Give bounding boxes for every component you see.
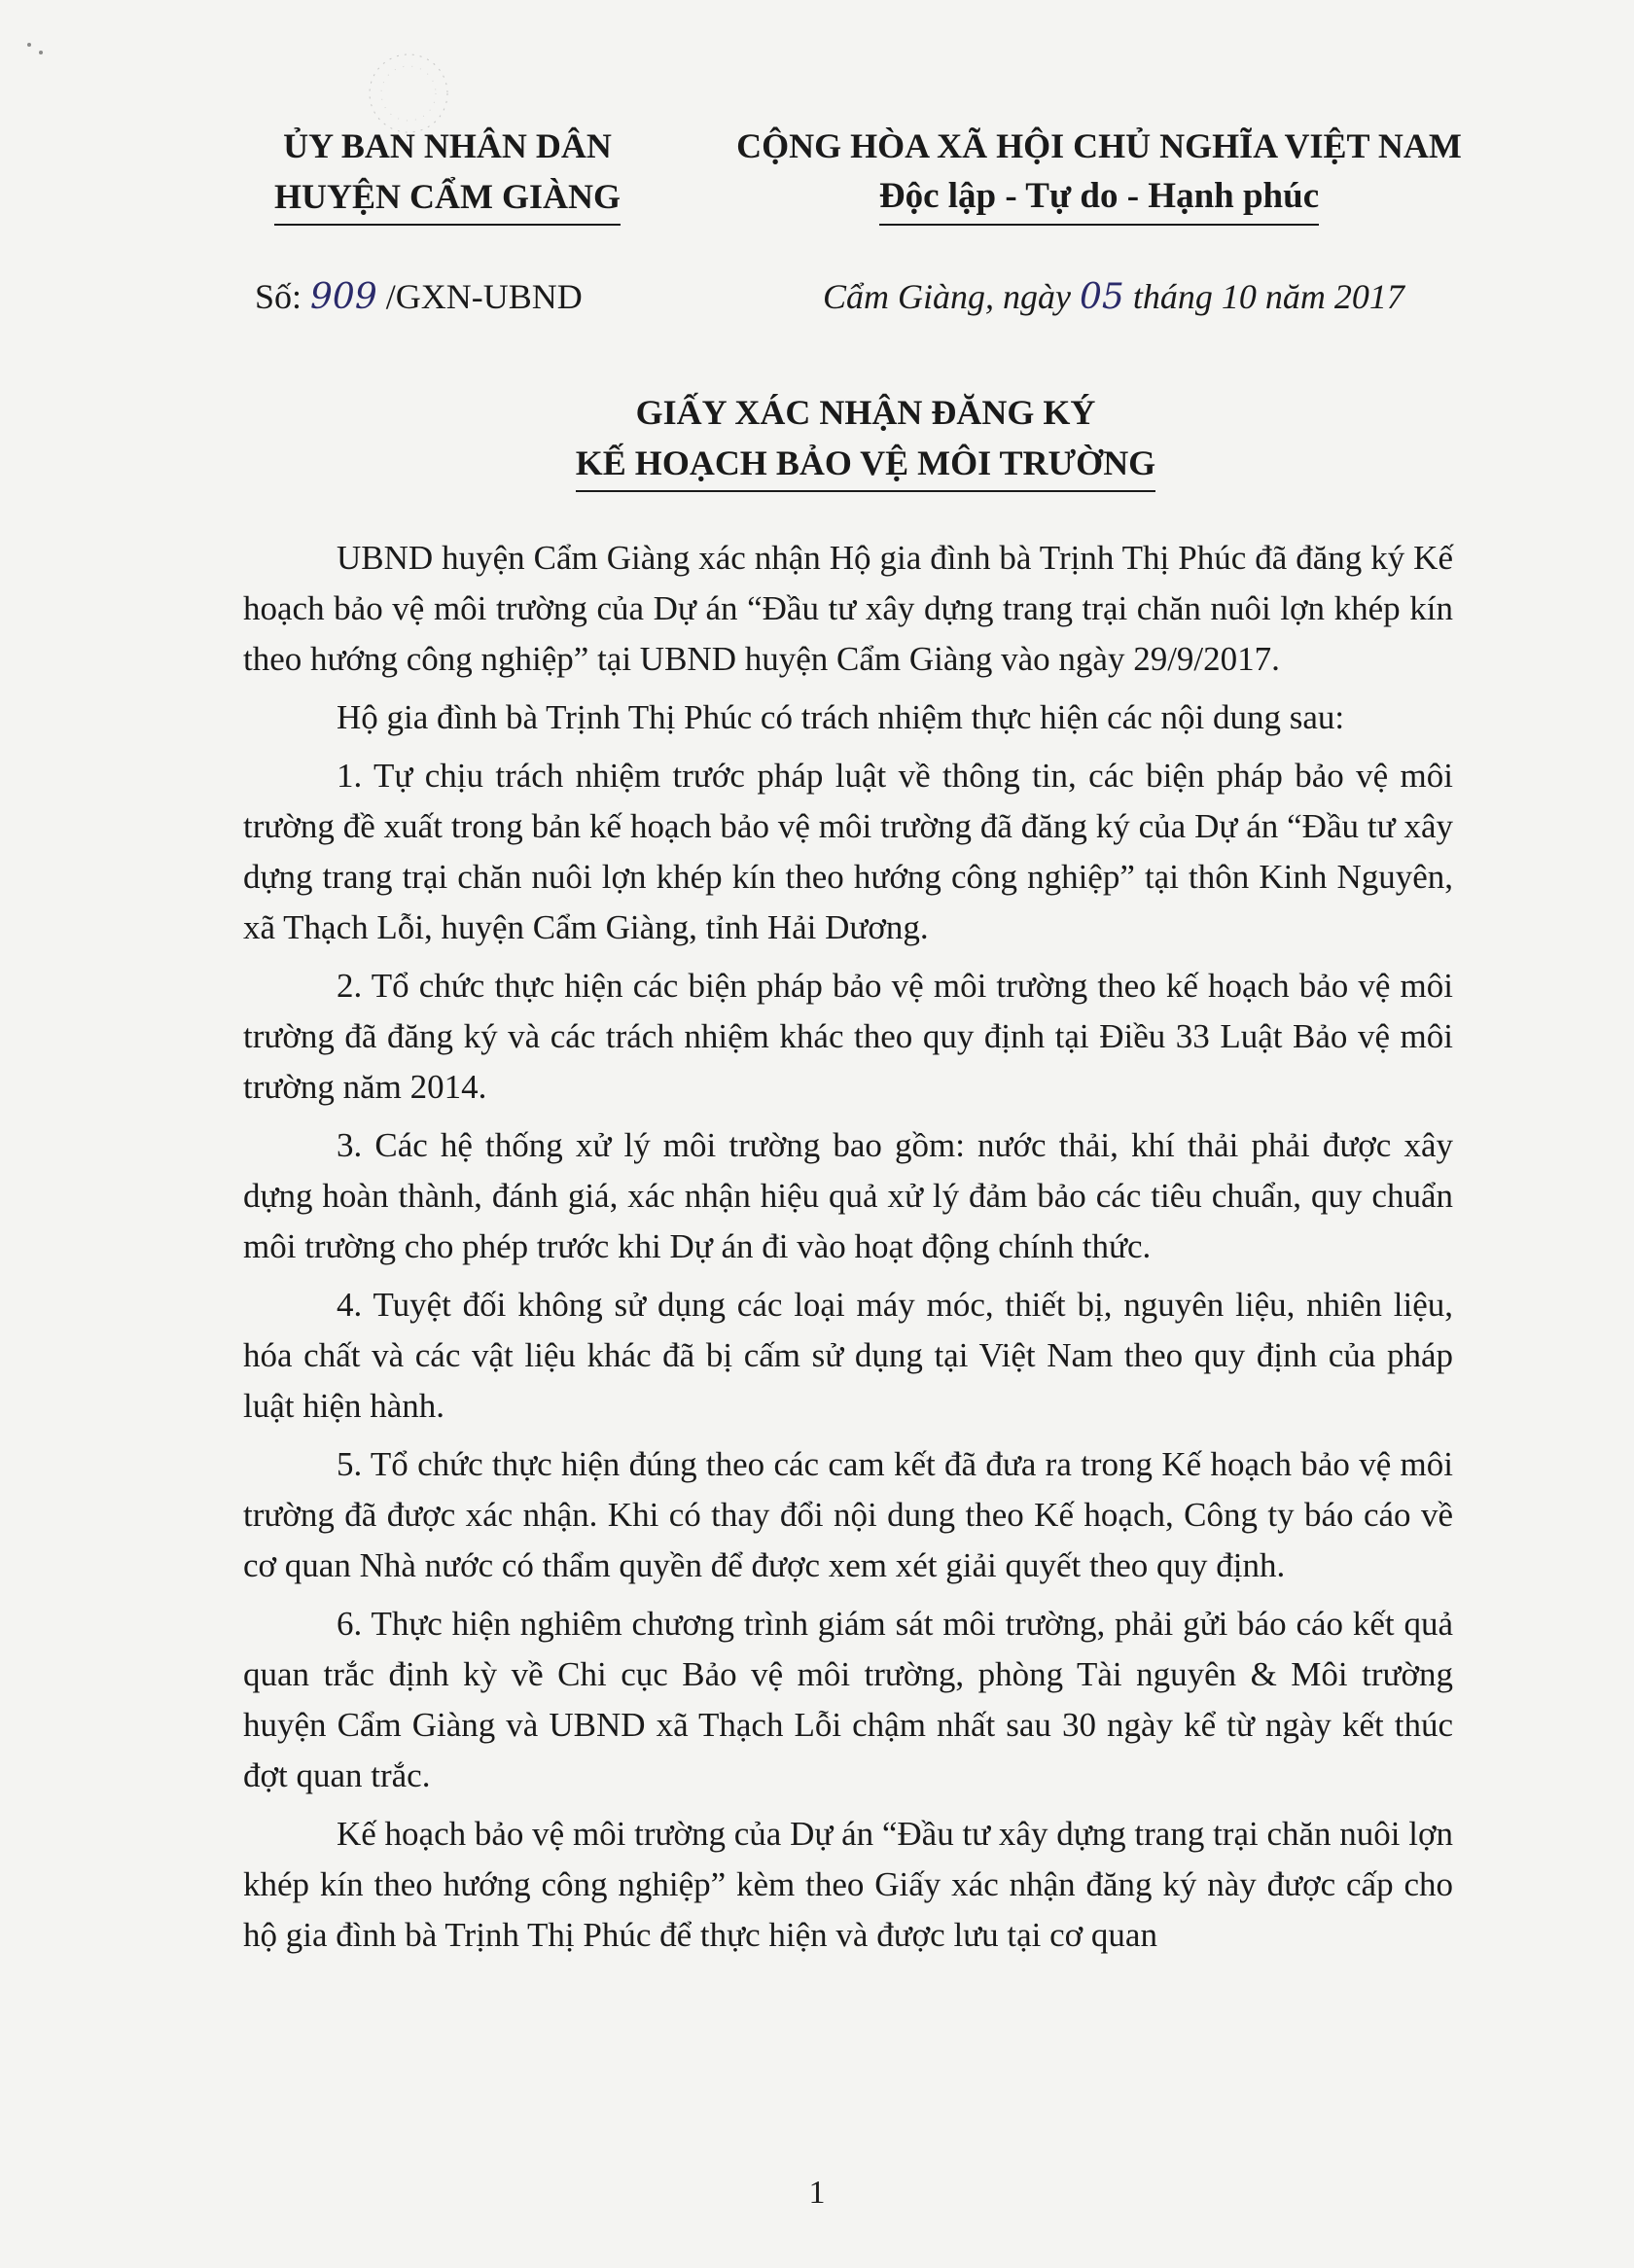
paragraph: 1. Tự chịu trách nhiệm trước pháp luật về thông tin, các biện pháp bảo vệ môi trường đề xuất trong bản kế hoạch bảo vệ môi trường đã đăng ký của Dự án “Đầu tư xây dựng trang trại chăn nuôi lợn khép kín theo hướng công nghiệp” tại thôn Kinh Nguyên, xã Thạch Lỗi, huyện Cẩm Giàng, tỉnh Hải Dương. — [243, 757, 1453, 946]
scan-speck — [27, 43, 31, 47]
paragraph: 4. Tuyệt đối không sử dụng các loại máy móc, thiết bị, nguyên liệu, nhiên liệu, hóa chất và các vật liệu khác đã bị cấm sử dụng tại Việt Nam theo quy định của pháp luật hiện hành. — [243, 1286, 1453, 1425]
document-body — [243, 533, 1453, 1968]
scan-speck — [39, 51, 43, 54]
number-code: /GXN-UBND — [385, 277, 583, 316]
title-line-2: KẾ HOẠCH BẢO VỆ MÔI TRƯỜNG — [576, 438, 1155, 492]
agency-line-1: ỦY BAN NHÂN DÂN — [283, 126, 612, 165]
paragraph: UBND huyện Cẩm Giàng xác nhận Hộ gia đình bà Trịnh Thị Phúc đã đăng ký Kế hoạch bảo vệ môi trường của Dự án “Đầu tư xây dựng trang trại chăn nuôi lợn khép kín theo hướng công nghiệp” tại UBND huyện Cẩm Giàng vào ngày 29/9/2017. — [243, 539, 1453, 678]
paragraph: 6. Thực hiện nghiêm chương trình giám sát môi trường, phải gửi báo cáo kết quả quan trắc định kỳ về Chi cục Bảo vệ môi trường, phòng Tài nguyên & Môi trường huyện Cẩm Giàng và UBND xã Thạch Lỗi chậm nhất sau 30 ngày kể từ ngày kết thúc đợt quan trắc. — [243, 1605, 1453, 1794]
date-month-year: tháng 10 năm 2017 — [1132, 277, 1404, 316]
paragraph: Kế hoạch bảo vệ môi trường của Dự án “Đầu tư xây dựng trang trại chăn nuôi lợn khép kín theo hướng công nghiệp” kèm theo Giấy xác nhận đăng ký này được cấp cho hộ gia đình bà Trịnh Thị Phúc để thực hiện và được lưu tại cơ quan — [243, 1815, 1453, 1954]
handwritten-number: 909 — [310, 277, 377, 317]
nation-motto: Độc lập - Tự do - Hạnh phúc — [879, 171, 1319, 226]
title-line-1: GIẤY XÁC NHẬN ĐĂNG KÝ — [635, 393, 1096, 432]
date-place-day: Cẩm Giàng, ngày — [823, 277, 1071, 316]
paragraph: 2. Tổ chức thực hiện các biện pháp bảo vệ môi trường theo kế hoạch bảo vệ môi trường đã đăng ký và các trách nhiệm khác theo quy định tại Điều 33 Luật Bảo vệ môi trường năm 2014. — [243, 967, 1453, 1106]
paragraph: 3. Các hệ thống xử lý môi trường bao gồm: nước thải, khí thải phải được xây dựng hoàn thành, đánh giá, xác nhận hiệu quả xử lý đảm bảo các tiêu chuẩn, quy chuẩn môi trường cho phép trước khi Dự án đi vào hoạt động chính thức. — [243, 1126, 1453, 1265]
national-header — [700, 121, 1498, 226]
nation-line-1: CỘNG HÒA XÃ HỘI CHỦ NGHĨA VIỆT NAM — [736, 126, 1462, 165]
issuing-agency — [204, 121, 691, 226]
document-date — [823, 276, 1404, 317]
page-number: 1 — [808, 2175, 826, 2211]
paragraph: Hộ gia đình bà Trịnh Thị Phúc có trách nhiệm thực hiện các nội dung sau: — [337, 698, 1345, 736]
handwritten-day: 05 — [1080, 277, 1124, 317]
document-number — [255, 276, 583, 317]
number-label: Số: — [255, 277, 302, 316]
agency-line-2: HUYỆN CẨM GIÀNG — [274, 171, 621, 226]
document-title — [292, 387, 1439, 492]
paragraph: 5. Tổ chức thực hiện đúng theo các cam kết đã đưa ra trong Kế hoạch bảo vệ môi trường đã được xác nhận. Khi có thay đổi nội dung theo Kế hoạch, Công ty báo cáo về cơ quan Nhà nước có thẩm quyền để được xem xét giải quyết theo quy định. — [243, 1445, 1453, 1584]
